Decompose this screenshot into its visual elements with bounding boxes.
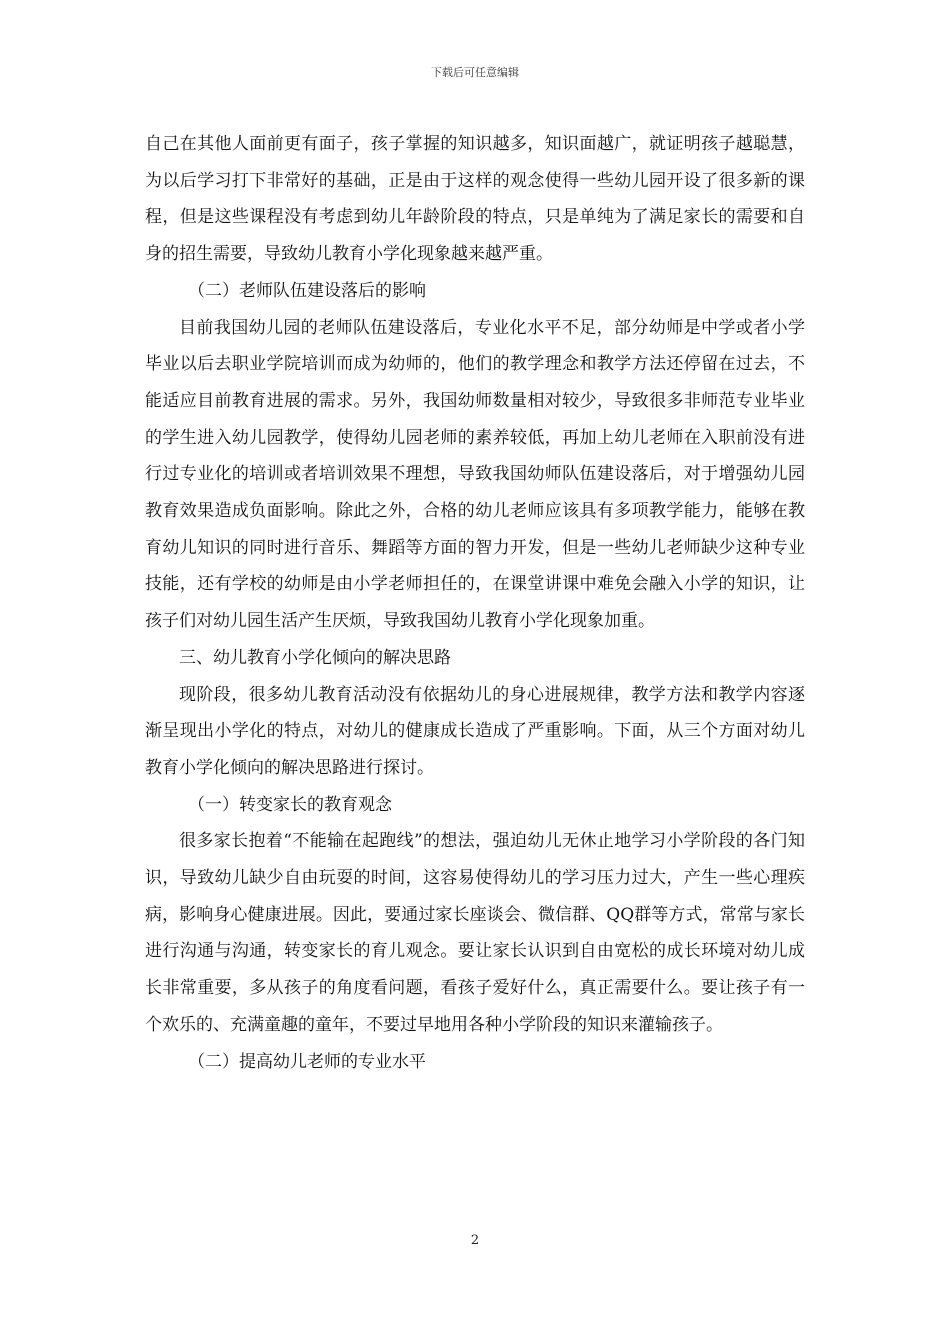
paragraph-2: 目前我国幼儿园的老师队伍建设落后，专业化水平不足，部分幼师是中学或者小学毕业以后去职业学院培训而成为幼师的，他们的教学理念和教学方法还停留在过去，不能适应目前教育进展的需求。另外，我国幼师数量相对较少，导致很多非师范专业毕业的学生进入幼儿园教学，使得幼儿园老师的素养较低，再加上幼儿老师在入职前没有进行过专业化的培训或者培训效果不理想，导致我国幼师队伍建设落后，对于增强幼儿园教育效果造成负面影响。除此之外，合格的幼儿老师应该具有多项教学能力，能够在教育幼儿知识的同时进行音乐、舞蹈等方面的智力开发，但是一些幼儿老师缺少这种专业技能，还有学校的幼师是由小学老师担任的，在课堂讲课中难免会融入小学的知识，让孩子们对幼儿园生活产生厌烦，导致我国幼儿教育小学化现象加重。 [145,317,805,632]
section-heading-solutions: 三、幼儿教育小学化倾向的解决思路 [179,647,451,668]
paragraph-4: 很多家长抱着“不能输在起跑线”的想法，强迫幼儿无休止地学习小学阶段的各门知识，导致幼儿缺少自由玩耍的时间，这容易使得幼儿的学习压力过大，产生一些心理疾病，影响身心健康进展。因此，要通过家长座谈会、微信群、QQ群等方式，常常与家长进行沟通与沟通，转变家长的育儿观念。要让家长认识到自由宽松的成长环境对幼儿成长非常重要，多从孩子的角度看问题，看孩子爱好什么，真正需要什么。要让孩子有一个欢乐的、充满童趣的童年，不要过早地用各种小学阶段的知识来灌输孩子。 [145,831,805,1035]
section-heading-teacher-team: （二）老师队伍建设落后的影响 [188,280,426,301]
section-heading-parent-concepts: （一）转变家长的教育观念 [188,794,392,815]
paragraph-1: 自己在其他人面前更有面子，孩子掌握的知识越多，知识面越广，就证明孩子越聪慧，为以后学习打下非常好的基础，正是由于这样的观念使得一些幼儿园开设了很多新的课程，但是这些课程没有考虑到幼儿年龄阶段的特点，只是单纯为了满足家长的需要和自身的招生需要，导致幼儿教育小学化现象越来越严重。 [145,134,805,265]
page-number: 2 [470,1233,480,1248]
page-header: 下载后可任意编辑 [431,66,519,79]
document-body [145,126,805,1080]
section-heading-teacher-level: （二）提高幼儿老师的专业水平 [188,1051,426,1072]
paragraph-3: 现阶段，很多幼儿教育活动没有依据幼儿的身心进展规律，教学方法和教学内容逐渐呈现出小学化的特点，对幼儿的健康成长造成了严重影响。下面，从三个方面对幼儿教育小学化倾向的解决思路进行探讨。 [145,684,805,778]
